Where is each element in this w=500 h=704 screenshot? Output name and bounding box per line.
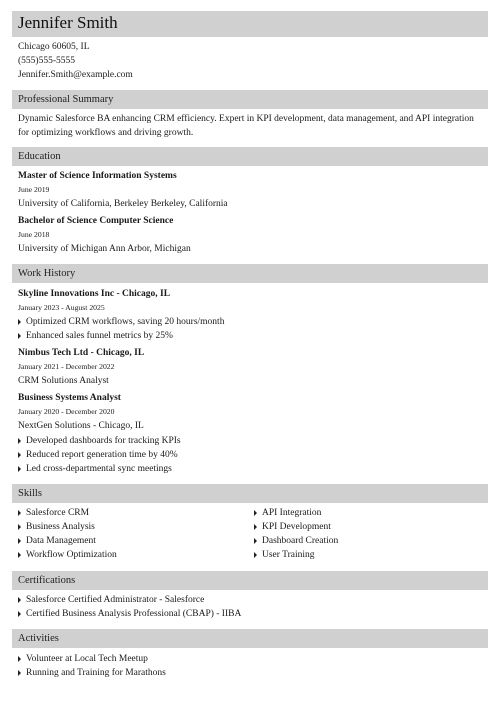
section-header-certifications: [12, 571, 488, 590]
bullet-icon: [18, 510, 21, 516]
bullet-icon: [18, 656, 21, 662]
education-school: University of California, Berkeley Berkeley, California: [18, 199, 228, 209]
section-header-summary: [12, 90, 488, 109]
job-role: CRM Solutions Analyst: [18, 376, 109, 386]
job-dates: January 2021 - December 2022: [18, 362, 115, 371]
bullet-icon: [18, 452, 21, 458]
job-heading: Skyline Innovations Inc - Chicago, IL: [18, 289, 171, 299]
bullet-icon: [18, 438, 21, 444]
section-title: Professional Summary: [18, 94, 114, 105]
section-header-activities: [12, 629, 488, 648]
education-school: University of Michigan Ann Arbor, Michigan: [18, 244, 191, 254]
section-header-education: [12, 147, 488, 166]
bullet-icon: [18, 524, 21, 530]
bullet-icon: [18, 611, 21, 617]
job-heading: Business Systems Analyst: [18, 393, 121, 403]
bullet-icon: [18, 538, 21, 544]
section-header-skills: [12, 484, 488, 503]
bullet-icon: [254, 510, 257, 516]
bullet-icon: [254, 552, 257, 558]
education-degree: Bachelor of Science Computer Science: [18, 216, 174, 226]
bullet-icon: [254, 524, 257, 530]
email: Jennifer.Smith@example.com: [18, 70, 133, 80]
bullet-icon: [18, 466, 21, 472]
job-dates: January 2020 - December 2020: [18, 407, 115, 416]
phone: (555)555-5555: [18, 56, 75, 66]
bullet-icon: [254, 538, 257, 544]
resume-page: Jennifer Smith Chicago 60605, IL (555)555-5555 Jennifer.Smith@example.com Professional Summary Dynamic Salesforce BA enhancing CRM efficiency. Expert in KPI development, data management, and API integration for optimizing workflows and driving growth. Education Master of Science Information Systems June 2019 University of California, Berkeley Berkeley, California Bachelor of Science Computer Science June 2018 University of Michigan Ann Arbor, Michigan Work History Skyline Innovations Inc - Chicago, IL January 2023 - August 2025 Optimized CRM workflows, saving 20 hours/month Enhanced sales funnel metrics by 25% Nimbus Tech Ltd - Chicago, IL January 2021 - December 2022 CRM Solutions Analyst Business Systems Analyst January 2020 - December 2020 NextGen Solutions - Chicago, IL Developed dashboards for tracking KPIs Reduced report generation time by 40% Led cross-departmental sync meetings Skills Salesforce CRM Business Analysis Data Management Workflow Optimization API Integration KPI Development Dashboard Creation User Training Certifications Salesforce Certified Administrator - Salesforce Certified Business Analysis Professional (CBAP) - IIBA Activities Volunteer at Local Tech Meetup Running and Training for Marathons: [0, 0, 500, 704]
section-title: Activities: [18, 633, 59, 644]
name-header-bar: [12, 11, 488, 37]
job-dates: January 2023 - August 2025: [18, 303, 105, 312]
bullet-icon: [18, 552, 21, 558]
education-date: June 2018: [18, 230, 50, 239]
section-header-work-history: [12, 264, 488, 283]
summary-text: Dynamic Salesforce BA enhancing CRM efficiency. Expert in KPI development, data management, and API integration for optimizing workflows and driving growth.: [18, 114, 474, 138]
section-title: Skills: [18, 488, 42, 499]
education-date: June 2019: [18, 185, 50, 194]
job-heading: Nimbus Tech Ltd - Chicago, IL: [18, 348, 145, 358]
bullet-icon: [18, 319, 21, 325]
section-title: Certifications: [18, 575, 76, 586]
bullet-icon: [18, 597, 21, 603]
bullet-icon: [18, 333, 21, 339]
address: Chicago 60605, IL: [18, 42, 90, 52]
candidate-name: Jennifer Smith: [18, 13, 118, 32]
education-degree: Master of Science Information Systems: [18, 171, 177, 181]
section-title: Work History: [18, 268, 76, 279]
section-title: Education: [18, 151, 61, 162]
bullet-icon: [18, 670, 21, 676]
job-company: NextGen Solutions - Chicago, IL: [18, 421, 144, 431]
